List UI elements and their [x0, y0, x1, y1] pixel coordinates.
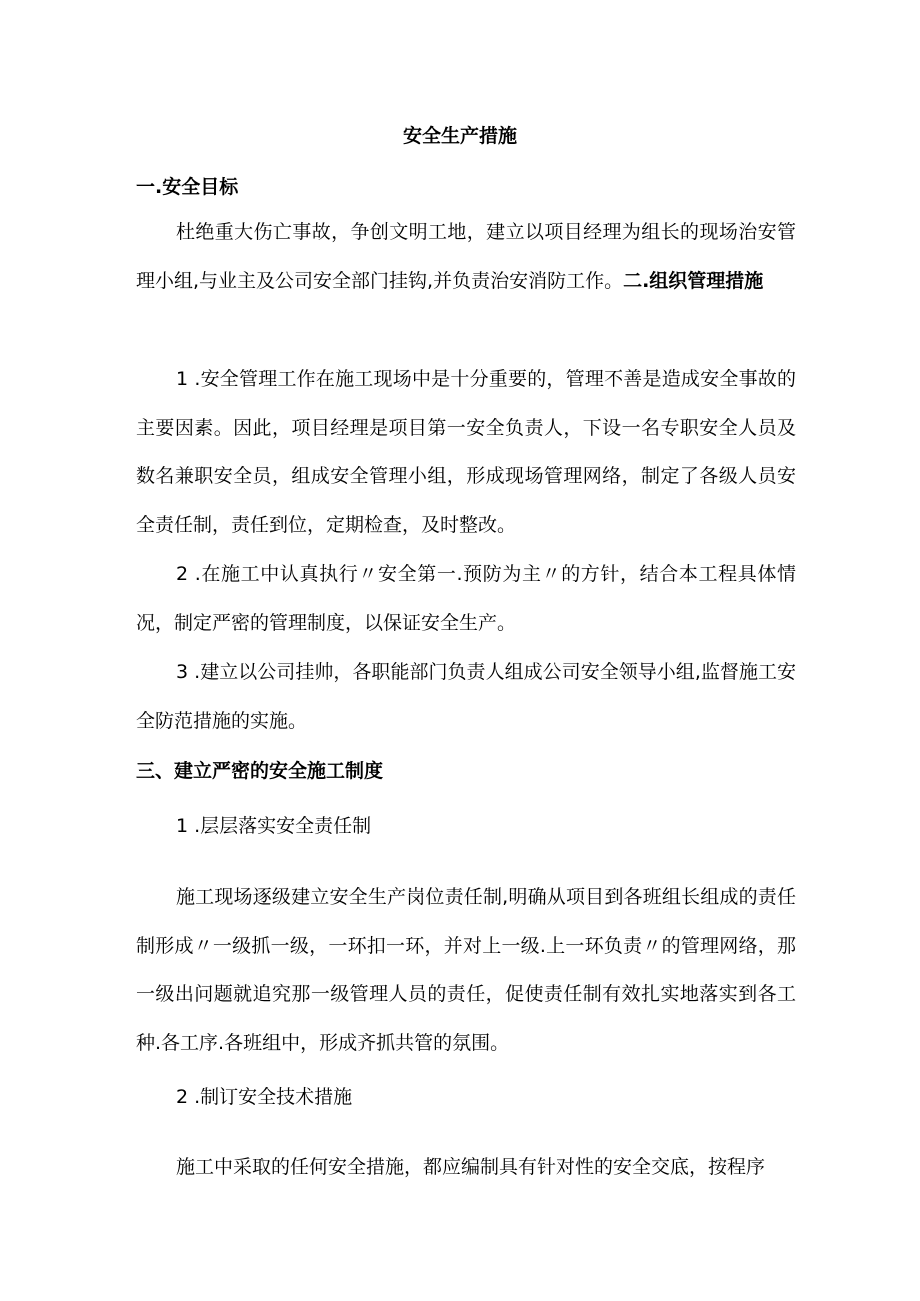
- paragraph-organization-1: 1 .安全管理工作在施工现场中是十分重要的，管理不善是造成安全事故的主要因素。因此，项目经理是项目第一安全负责人，下设一名专职安全人员及数名兼职安全员，组成安全管理小组，形成现场管理网络，制定了各级人员安全责任制，责任到位，定期检查，及时整改。: [136, 368, 796, 536]
- section-heading-organization: 二.组织管理措施: [623, 269, 764, 292]
- subheading-technical-measures: 2 .制订安全技术措施: [176, 1086, 353, 1108]
- section-heading-safety-goal: 一.安全目标: [136, 176, 239, 198]
- paragraph-responsibility-system: 施工现场逐级建立安全生产岗位责任制,明确从项目到各班组长组成的责任制形成〃一级抓一级，一环扣一环，并对上一级.上一环负责〃的管理网络，那一级出问题就追究那一级管理人员的责任，促使责任制有效扎实地落实到各工种.各工序.各班组中，形成齐抓共管的氛围。: [136, 886, 796, 1054]
- section-heading-construction-system: 三、建立严密的安全施工制度: [136, 760, 384, 782]
- document-title: 安全生产措施: [402, 125, 517, 147]
- paragraph-safety-goal-text: 杜绝重大伤亡事故，争创文明工地，建立以项目经理为组长的现场治安管理小组,与业主及公司安全部门挂钩,并负责治安消防工作。: [136, 221, 796, 292]
- paragraph-technical-measures: 施工中采取的任何安全措施，都应编制具有针对性的安全交底，按程序: [176, 1156, 766, 1178]
- paragraph-safety-goal: [136, 208, 796, 305]
- paragraph-organization-2: 2 .在施工中认真执行〃安全第一.预防为主〃的方针，结合本工程具体情况，制定严密的管理制度，以保证安全生产。: [136, 563, 796, 634]
- subheading-responsibility-system: 1 .层层落实安全责任制: [176, 815, 372, 837]
- paragraph-organization-3: 3 .建立以公司挂帅，各职能部门负责人组成公司安全领导小组,监督施工安全防范措施的实施。: [136, 661, 796, 732]
